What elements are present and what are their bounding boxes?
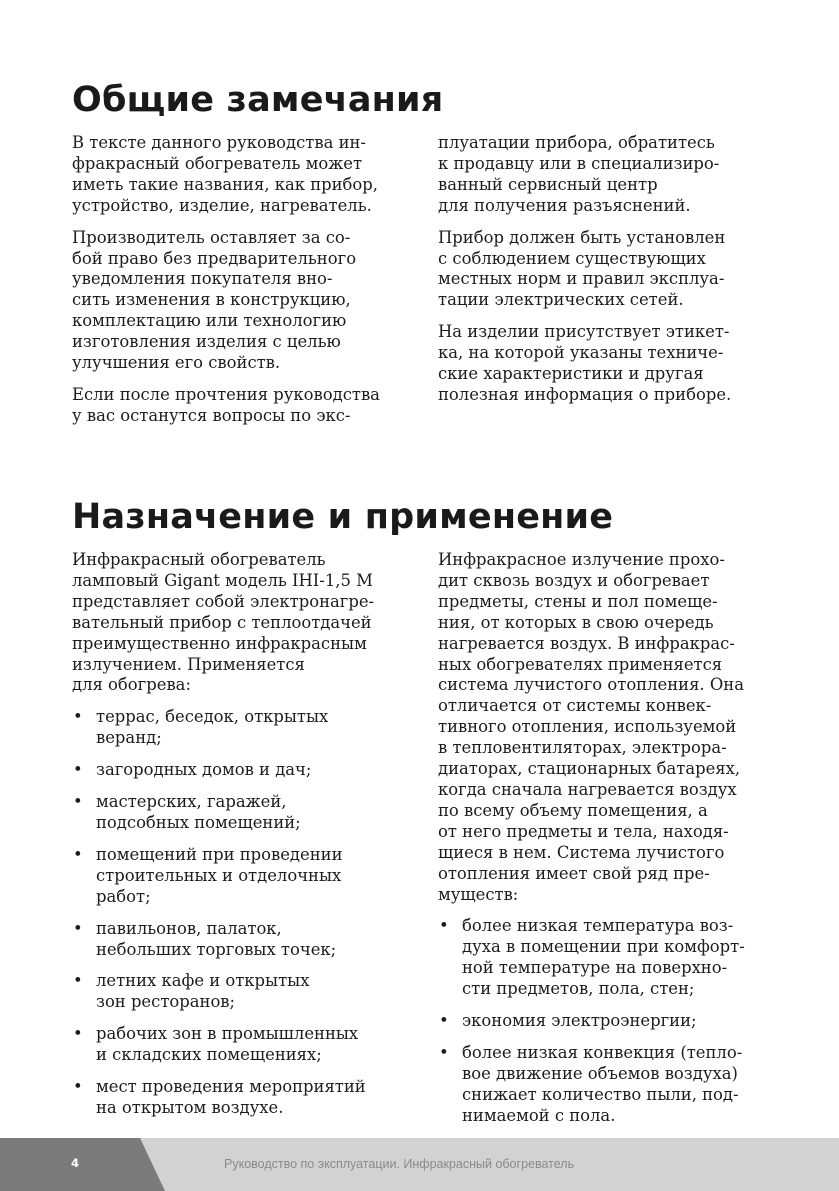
text-line: Производитель оставляет за со- [72, 227, 351, 247]
bullet-icon: • [73, 707, 83, 727]
text-line: для обогрева: [72, 675, 191, 695]
text-line: небольших торговых точек; [96, 939, 337, 959]
text-line: более низкая конвекция (тепло- [462, 1042, 743, 1062]
text-line: ские характеристики и другая [438, 364, 704, 384]
purpose-right-intro [438, 550, 783, 905]
text-line: Прибор должен быть установлен [438, 227, 726, 247]
text-line: павильонов, палаток, [96, 918, 282, 938]
text-line: полезная информация о приборе. [438, 384, 732, 404]
text-line: террас, беседок, открытых [96, 707, 329, 727]
bullet-icon: • [73, 971, 83, 991]
text-line: ной температуре на поверхно- [462, 958, 728, 978]
text-line: отличается от системы конвек- [438, 696, 712, 716]
text-line: фракрасный обогреватель может [72, 153, 363, 173]
bullet-icon: • [439, 1042, 449, 1062]
text-line: снижает количество пыли, под- [462, 1084, 739, 1104]
purpose-left-column [72, 550, 417, 1130]
text-line: когда сначала нагревается воздух [438, 779, 737, 799]
text-line: устройство, изделие, нагреватель. [72, 195, 372, 215]
heating-uses-list [72, 707, 417, 1119]
text-line: В тексте данного руководства ин- [72, 133, 366, 152]
text-line: мест проведения мероприятий [96, 1077, 366, 1097]
text-line: веранд; [96, 728, 162, 748]
text-line: ных обогревателях применяется [438, 654, 723, 674]
page-number: 4 [71, 1156, 80, 1170]
bullet-icon: • [439, 916, 449, 936]
section-title-purpose-and-use: Назначение и применение [72, 497, 614, 537]
text-line: вое движение объемов воздуха) [462, 1063, 738, 1083]
text-line: преимущественно инфракрасным [72, 633, 367, 653]
list-item [72, 971, 417, 1013]
text-line: у вас останутся вопросы по экс- [72, 405, 351, 425]
paragraph [72, 228, 417, 374]
text-line: от него предметы и тела, находя- [438, 821, 729, 841]
bullet-icon: • [73, 760, 83, 780]
text-line: излучением. Применяется [72, 654, 305, 674]
paragraph [72, 133, 417, 217]
list-item [438, 916, 783, 1000]
list-item [72, 760, 417, 781]
text-line: загородных домов и дач; [96, 760, 312, 780]
paragraph [438, 322, 783, 406]
text-line: и складских помещениях; [96, 1045, 322, 1065]
text-line: подсобных помещений; [96, 812, 301, 832]
text-line: экономия электроэнергии; [462, 1011, 697, 1031]
purpose-right-column [438, 550, 783, 1138]
bullet-icon: • [73, 1024, 83, 1044]
text-line: система лучистого отопления. Она [438, 675, 744, 695]
text-line: нимаемой с пола. [462, 1105, 616, 1125]
text-line: помещений при проведении [96, 844, 343, 864]
text-line: Инфракрасный обогреватель [72, 550, 326, 569]
text-line: духа в помещении при комфорт- [462, 937, 745, 957]
text-line: вательный прибор с теплоотдачей [72, 612, 372, 632]
text-line: на открытом воздухе. [96, 1097, 284, 1117]
text-line: бой право без предварительного [72, 248, 357, 268]
bullet-icon: • [439, 1011, 449, 1031]
text-line: летних кафе и открытых [96, 971, 310, 991]
text-line: предметы, стены и пол помеще- [438, 591, 718, 611]
text-line: ния, от которых в свою очередь [438, 612, 714, 632]
footer-page-tab [0, 1138, 165, 1191]
bullet-icon: • [73, 792, 83, 812]
list-item [72, 792, 417, 834]
list-item [72, 1077, 417, 1119]
text-line: по всему объему помещения, а [438, 800, 708, 820]
text-line: щиеся в нем. Система лучистого [438, 842, 725, 862]
text-line: уведомления покупателя вно- [72, 269, 333, 289]
general-notes-left-column [72, 133, 417, 438]
text-line: с соблюдением существующих [438, 248, 706, 268]
text-line: тации электрических сетей. [438, 290, 684, 310]
text-line: местных норм и правил эксплуа- [438, 269, 725, 289]
text-line: На изделии присутствует этикет- [438, 322, 730, 342]
text-line: к продавцу или в специализиро- [438, 153, 720, 173]
text-line: дит сквозь воздух и обогревает [438, 570, 710, 590]
text-line: иметь такие названия, как прибор, [72, 174, 378, 194]
text-line: муществ: [438, 884, 519, 904]
paragraph [438, 228, 783, 312]
page-footer [0, 1138, 839, 1191]
text-line: представляет собой электронагре- [72, 591, 375, 611]
bullet-icon: • [73, 844, 83, 864]
paragraph [72, 385, 417, 427]
paragraph [438, 133, 783, 217]
text-line: диаторах, стационарных батареях, [438, 759, 741, 779]
text-line: плуатации прибора, обратитесь [438, 133, 715, 152]
footer-running-title: Руководство по эксплуатации. Инфракрасный обогреватель [224, 1157, 575, 1171]
text-line: в тепловентиляторах, электрора- [438, 738, 727, 758]
text-line: комплектацию или технологию [72, 311, 347, 331]
text-line: сить изменения в конструкцию, [72, 290, 351, 310]
text-line: работ; [96, 886, 151, 906]
text-line: улучшения его свойств. [72, 353, 281, 373]
list-item [72, 919, 417, 961]
text-line: изготовления изделия с целью [72, 332, 341, 352]
list-item [438, 1043, 783, 1127]
text-line: Инфракрасное излучение прохо- [438, 550, 725, 569]
text-line: для получения разъяснений. [438, 195, 691, 215]
list-item [72, 845, 417, 908]
text-line: отопления имеет свой ряд пре- [438, 863, 710, 883]
list-item [438, 1011, 783, 1032]
text-line: рабочих зон в промышленных [96, 1024, 359, 1044]
advantages-list [438, 916, 783, 1126]
bullet-icon: • [73, 1077, 83, 1097]
bullet-icon: • [73, 918, 83, 938]
text-line: более низкая температура воз- [462, 916, 734, 936]
text-line: ка, на которой указаны техниче- [438, 343, 724, 363]
list-item [72, 707, 417, 749]
text-line: строительных и отделочных [96, 865, 342, 885]
text-line: тивного отопления, используемой [438, 717, 737, 737]
text-line: ламповый Gigant модель IHI-1,5 M [72, 570, 373, 590]
text-line: сти предметов, пола, стен; [462, 979, 695, 999]
section-title-general-notes: Общие замечания [72, 80, 444, 120]
purpose-left-intro [72, 550, 417, 696]
text-line: нагревается воздух. В инфракрас- [438, 633, 735, 653]
text-line: Если после прочтения руководства [72, 384, 380, 404]
list-item [72, 1024, 417, 1066]
general-notes-right-column [438, 133, 783, 417]
text-line: зон ресторанов; [96, 992, 236, 1012]
text-line: ванный сервисный центр [438, 174, 658, 194]
text-line: мастерских, гаражей, [96, 792, 287, 812]
